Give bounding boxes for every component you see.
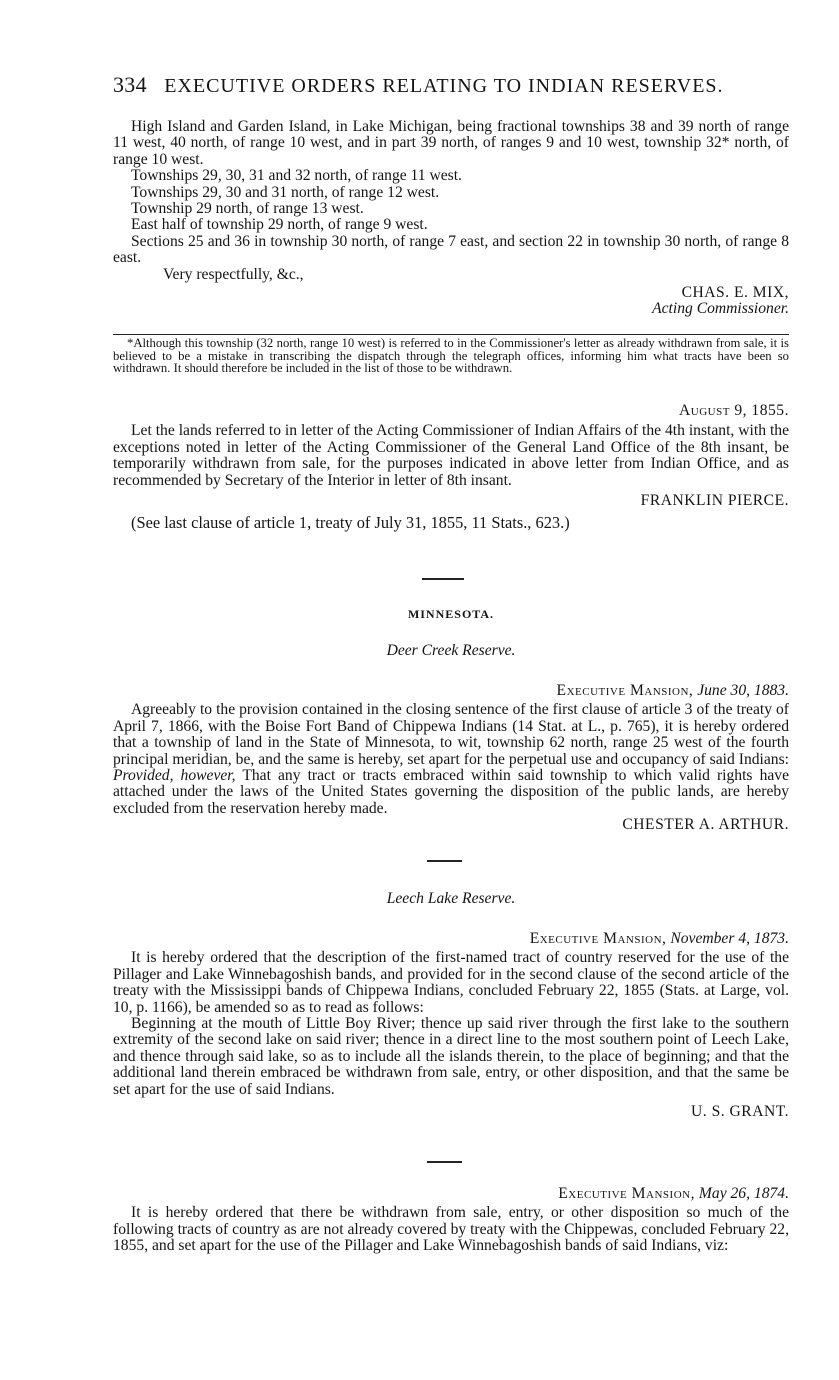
letter-closing: Very respectfully, &c., bbox=[163, 265, 304, 283]
order-1855-date: August 9, 1855. bbox=[678, 402, 789, 419]
letter-line-2: Townships 29, 30, 31 and 32 north, of range 11 west. bbox=[131, 167, 462, 185]
letter-line-5: East half of township 29 north, of range 9 west. bbox=[131, 216, 428, 234]
footnote-text: *Although this township (32 north, range 10 west) is referred to in the Commissioner's letter as already withdrawn from sale, it is believed to be a mistake in transcribing the dispatch through the telegraph offices, informing him what tracts have been so withdrawn. It should therefore be included in the list of those to be withdrawn. bbox=[113, 336, 789, 376]
letter-body bbox=[113, 119, 789, 318]
letter-signature: CHAS. E. MIX, bbox=[681, 284, 789, 302]
order-1855-note: (See last clause of article 1, treaty of July 31, 1855, 11 Stats., 623.) bbox=[131, 513, 570, 533]
footnote bbox=[113, 334, 789, 375]
deer-creek-text: Agreeably to the provision contained in the closing sentence of the first clause of article 3 of the treaty of April 7, 1866, with the Boise Fort Band of Chippewa Indians (14 Stat. at L., p. 765), it is hereby ordered that a township of land in the State of Minnesota, to wit, township 62 north, range 25 west of the fourth principal meridian, be, and the same is hereby, set apart for the perpetual use and occupancy of said Indians: Provided, however, That any tract or tracts embraced within said township to which valid rights have attached under the laws of the United States governing the disposition of the public lands, are hereby excluded from the reservation hereby made. bbox=[113, 701, 790, 817]
section-divider bbox=[422, 578, 464, 580]
order-1855-signature: FRANKLIN PIERCE. bbox=[640, 492, 789, 510]
page-number: 334 bbox=[113, 72, 147, 97]
leech-lake-order bbox=[113, 931, 789, 1120]
deer-creek-heading: Deer Creek Reserve. bbox=[386, 642, 516, 659]
leech-lake-heading: Leech Lake Reserve. bbox=[386, 890, 516, 907]
order-1874 bbox=[113, 1186, 789, 1255]
deer-creek-date: Executive Mansion, June 30, 1883. bbox=[556, 682, 789, 699]
leech-lake-date: Executive Mansion, November 4, 1873. bbox=[529, 930, 789, 947]
letter-signature-title: Acting Commissioner. bbox=[652, 300, 789, 318]
order-1874-text: It is hereby ordered that there be withdrawn from sale, entry, or other disposition so much of the following tracts of country as are not already covered by treaty with the Chippewas, concluded February 22, 1855, and set apart for the use of the Pillager and Lake Winnebagoshish bands of said Indians, viz: bbox=[113, 1204, 789, 1255]
order-1855 bbox=[113, 403, 789, 532]
letter-line-3: Townships 29, 30 and 31 north, of range 12 west. bbox=[131, 183, 440, 201]
section-divider bbox=[427, 860, 462, 862]
section-divider bbox=[427, 1161, 462, 1163]
leech-lake-text-1: It is hereby ordered that the description of the first-named tract of country reserved for the use of the Pillager and Lake Winnebagoshish bands, and provided for in the second clause of the second article of the treaty with the Mississippi bands of Chippewa Indians, concluded February 22, 1855 (Stats. at Large, vol. 10, p. 1166), be amended so as to read as follows: bbox=[113, 949, 789, 1016]
order-1855-text: Let the lands referred to in letter of the Acting Commissioner of Indian Affairs of the 4th instant, with the exceptions noted in letter of the Acting Commissioner of the General Land Office of the 8th insant, be temporarily withdrawn from sale, for the purposes indicated in above letter from Indian Office, and as recommended by Secretary of the Interior in letter of 8th insant. bbox=[113, 422, 789, 489]
running-title: EXECUTIVE ORDERS RELATING TO INDIAN RESERVES. bbox=[164, 75, 724, 97]
state-heading: MINNESOTA. bbox=[407, 607, 495, 621]
deer-creek-signature: CHESTER A. ARTHUR. bbox=[622, 816, 789, 834]
letter-line-4: Township 29 north, of range 13 west. bbox=[131, 200, 364, 218]
order-1874-date: Executive Mansion, May 26, 1874. bbox=[558, 1185, 789, 1202]
deer-creek-order bbox=[113, 683, 789, 834]
page-header bbox=[113, 72, 763, 98]
leech-lake-text-2: Beginning at the mouth of Little Boy River; thence up said river through the first lake to the southern extremity of the second lake on said river; thence in a direct line to the most southern point of Leech Lake, and thence through said lake, so as to include all the islands therein, to the place of beginning; and that the additional land therein embraced be withdrawn from sale, entry, or other disposition, and that the same be set apart for the use of said Indians. bbox=[113, 1015, 789, 1098]
letter-line-6: Sections 25 and 36 in township 30 north, of range 7 east, and section 22 in township 30 north, of range 8 east. bbox=[113, 232, 789, 267]
leech-lake-signature: U. S. GRANT. bbox=[691, 1103, 789, 1121]
letter-line-1: High Island and Garden Island, in Lake Michigan, being fractional townships 38 and 39 north of range 11 west, 40 north, of range 10 west, and in part 39 north, of ranges 9 and 10 west, township 32* north, of range 10 west. bbox=[113, 118, 789, 168]
